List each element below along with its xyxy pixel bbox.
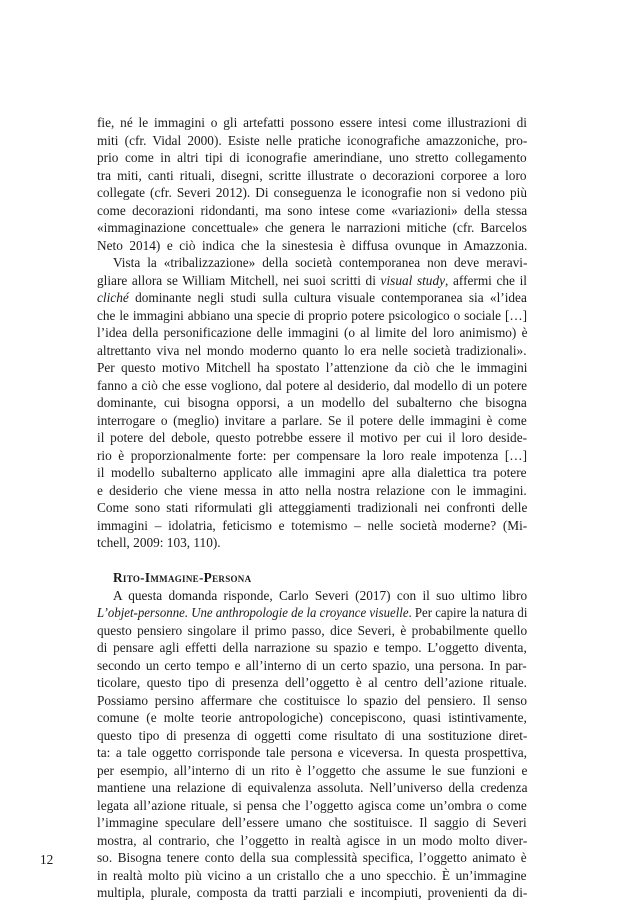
text-line: l’idea della personificazione delle immagini (o al limite del loro animismo) è xyxy=(97,325,528,340)
text-line: tra miti, canti rituali, disegni, scritte illustrate o decorazioni corporee a loro xyxy=(97,167,527,183)
text-line: come decorazioni ridondanti, ma sono intese come «variazioni» della stessa xyxy=(97,202,528,218)
text-run: dominante negli studi sulla cultura visuale contemporanea sia «l’idea xyxy=(128,290,527,305)
text-line: «immaginazione concettuale» che genera le narrazioni mitiche (cfr. Barcelos xyxy=(97,220,527,235)
text-line: mantiene una relazione di equivalenza assoluta. Nell’universo della credenza xyxy=(97,780,528,795)
text-line: Neto 2014) e ciò indica che la sinestesia è diffusa ovunque in Amazzonia. xyxy=(97,237,528,253)
text-line: Per questo motivo Mitchell ha spostato l’attenzione da ciò che le immagini xyxy=(97,360,528,375)
section-heading: Rito-Immagine-Persona xyxy=(113,570,252,585)
text-line: Come sono stati riformulati gli atteggiamenti tradizionali nei confronti delle xyxy=(97,500,528,515)
text-line: fie, né le immagini o gli artefatti possono essere intesi come illustrazioni di xyxy=(97,115,527,130)
text-line: mostra, al contrario, che l’oggetto in realtà agisce in un modo molto diver- xyxy=(97,832,528,848)
body-text xyxy=(97,114,527,902)
text-line: Vista la «tribalizzazione» della società contemporanea non deve meravi- xyxy=(113,255,528,270)
page-number: 12 xyxy=(40,852,54,867)
text-line xyxy=(97,272,527,290)
text-line: immagini – idolatria, feticismo e totemismo – nelle società moderne? (Mi- xyxy=(97,517,528,533)
text-line: miti (cfr. Vidal 2000). Esiste nelle pratiche iconografiche amazzoniche, pro- xyxy=(97,132,528,148)
text-line: multipla, plurale, composta da tratti parziali e incompiuti, provenienti da di- xyxy=(97,885,528,900)
text-line: legata all’azione rituale, si pensa che l’oggetto agisca come un’ombra o come xyxy=(97,797,527,813)
paragraph-2 xyxy=(97,254,527,552)
paragraph-1 xyxy=(97,114,527,254)
text-line: so. Bisogna tenere conto della sua complessità specifica, l’oggetto animato è xyxy=(97,850,527,865)
paragraph-3 xyxy=(97,587,527,902)
italic-term: cliché xyxy=(97,290,129,305)
text-line: l’immagine speculare dell’essere umano che sostituisce. Il saggio di Severi xyxy=(97,815,527,830)
text-line: e desiderio che viene messa in atto nella nostra relazione con le immagini. xyxy=(97,482,527,498)
text-run: gliare allora se William Mitchell, nei suoi scritti di xyxy=(97,272,381,288)
text-line: che le immagini abbiano una specie di proprio potere psicologico o sociale […] xyxy=(97,307,528,323)
text-line: questo pensiero singolare il primo passo, dice Severi, è probabilmente quello xyxy=(97,622,528,638)
text-line xyxy=(97,604,528,622)
text-line: tchell, 2009: 103, 110). xyxy=(97,535,221,550)
text-line: secondo un certo tempo e all’interno di un certo spazio, una persona. In par- xyxy=(97,657,527,673)
italic-term: visual study xyxy=(380,272,446,288)
text-line: questo tipo di presenza di oggetti come risultato di una sostituzione diret- xyxy=(97,727,528,743)
text-line: il potere del debole, questo potrebbe essere il motivo per cui il loro deside- xyxy=(97,430,528,445)
text-line: comune (e molte teorie antropologiche) concepiscono, quasi istintivamente, xyxy=(97,710,527,725)
text-line: A questa domanda risponde, Carlo Severi (2017) con il suo ultimo libro xyxy=(113,587,528,603)
text-line: ticolare, questo tipo di presenza dell’oggetto è al centro dell’azione rituale. xyxy=(97,675,528,690)
text-line xyxy=(97,289,527,307)
text-line: fanno a ciò che esse vogliono, dal potere al desiderio, dal modello di un potere xyxy=(97,377,528,393)
text-line: ta: a tale oggetto corrisponde tale persona e viceversa. In questa prospettiva, xyxy=(97,745,527,760)
text-line: Possiamo persino affermare che costituisce lo spazio del pensiero. Il senso xyxy=(97,692,527,708)
text-line: prio come in altri tipi di iconografie amerindiane, uno stretto collegamento xyxy=(97,150,527,165)
text-line: interrogare o (meglio) invitare a parlare. Se il potere delle immagini è come xyxy=(97,412,527,428)
text-line: dominante, cui bisogna opporsi, a un modello del subalterno che bisogna xyxy=(97,395,527,410)
text-run: , affermi che il xyxy=(445,272,527,288)
text-line: per esempio, all’interno di un rito è l’oggetto che assume le sue funzioni e xyxy=(97,762,528,778)
text-line: in realtà molto più vicino a un cristallo che a uno specchio. È un’immagine xyxy=(97,867,527,883)
text-line: altrettanto viva nel mondo moderno quanto lo era nelle società tradizionali». xyxy=(97,342,527,358)
text-line: il modello subalterno applicato alle immagini apre alla dialettica tra potere xyxy=(97,465,527,480)
text-line: collegate (cfr. Severi 2012). Di conseguenza le iconografie non si vedono più xyxy=(97,185,527,200)
text-run: . Per capire la natura di xyxy=(408,605,528,620)
text-line: rio è proporzionalmente forte: per compensare la loro reale impotenza […] xyxy=(97,447,527,463)
text-line: di pensare agli effetti della narrazione su spazio e tempo. L’oggetto diventa, xyxy=(97,640,527,655)
book-title: L’objet-personne. Une anthropologie de la croyance visuelle xyxy=(97,605,409,620)
